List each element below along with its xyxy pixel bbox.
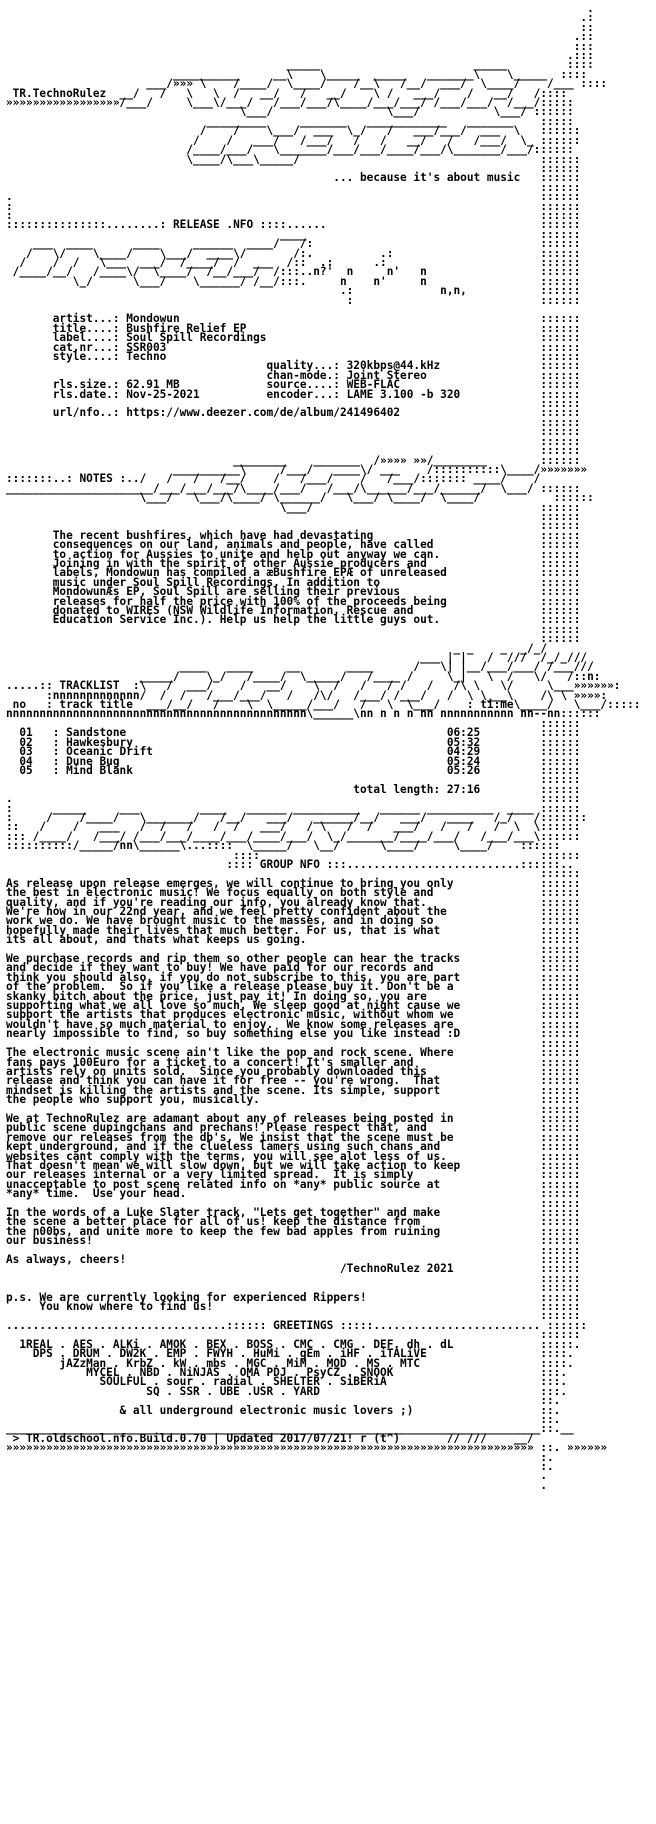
nfo-text-art: . .: :: .:: ::: .::: _____ _____ :::: __________ __\ \_____ _____ _______\ \_____ :::: ___/»»» \ /____/ \____/ /__\ /__/ ___/ \____/ /___ :::: TR.TechnoRulez __/ / \ \ / __/ / __/ \ / ___/ / __/ /:::: »»»»»»»»»»»»»»»»»/___/ \___\/___/ /___/___/\____/___/___/ /___/___/ /___/::::: \___/ \___/ \___/ :::::: _________ _______ ____________ _______ ::::: / / \___/ ___ \_/ / ___/___/ ___ \ :::::: / / ___/ /___/ / / __/ / /___/ \_ :::::: /____/___/ \_______/___/___/____/___/\_______/___/:::::: \____/\___\_____/ :::::: :::::: ... because it's about music :::::: :::::: . :::::: : :::::: : :::::: :::::::::::::::........: RELEASE .NFO ::::...... :::::: ____ :::::: ___ ____ ____ ______ ____/ /: :::::: / \/ \____/ \___/ ____\/ /:. .: :::::: / / / \___ ___/ /____/ / ___ /:: .: .: :::::: /____/__/ /____\/ \____/ /__/___/ /:::..n?' n n' n :::::: \_/ \___/ \______/ /__/:::. n n' n :::::: .: n,n, :::::: : :::::: artist...: Mondowun :::::: title....: Bushfire Relief EP :::::: label....: Soul Spill Recordings :::::: cat.nr...: SSR003 :::::: style....: Techno :::::: quality...: 320kbps@44.kHz :::::: chan-mode.: Joint Stereo :::::: rls.size.: 62.91 MB source....: WEB-FLAC :::::: rls.date.: Nov-25-2021 encoder...: LAME 3.100 -b 320 :::::: :::::: url/nfo..: https://www.deezer.com/de/album/241496402 :::::: :::::: :::::: :::::: :::::: ________ _______ /»»»» »»/________ :::::: __________\ /___/ ____\/ ___ /::::::::::\____/»»»»»»» :::::::..: NOTES :../ / / /__/ / /___/ / /___/::::::: ____/ / ______________________/___/___/___/\____/___/ /___/\______/___/______/ \___/ :::::: \___/ \___/\____/ \______/ \___/ \____/ \____/ :::::: \___/ :::::: :::::: :::::: The recent bushfires, which have had devastating :::::: consequences on our land, animals and people, have called :::::: to action for Aussies to unite and help out anyway we can. :::::: Joining in with the spirit of other Aussie producers and :::::: labels, Mondowun has compiled a æBushfire EPÆ of unreleased :::::: music under Soul Spill Recordings. In addition to :::::: MondowunÆs EP, Soul Spill are selling their previous :::::: releases for half the price with 100% of the proceeds being :::::: donated to WIRES (NSW Wildlife Information, Rescue and :::::: Education Service Inc.). Help us help the little guys out. :::::: :::::: :::::: _ _ _ _/_/ ___ | | / /// /_/_/// ____ ____ __ ____ / \| |__/___/___/ /___/// _____/ \_/ /____/ \_____/ /____ / \_| \ / \/ /::n: .....:: TRACKLIST :\ / ___/ / __/ \ / / / / / /\ \ \/ \___»»»»»»: :nnnnnnnnnnnnn/ / / /___/___/ / /\/ /___/ /___/ / \ \___\ /\ \ »»»»: no : track title ___/__/ / \ \_____/___/ / \ \___/ : ti:me\____/ \___/::::: nnnnnnnnnnnnnnnnnnnnnnnnnnnnnnnnnnnnnnnnnnnnn\______\nn n n n nn nnnnnnnnnnn nn--nn:::::: :::::: 01 : Sandstone 06:25 :::::: 02 : Hawkesbury 05:32 :::::: 03 : Oceanic Drift 04:29 :::::: 04 : Dune Bug 05:24 :::::: 05 : Mind Blank 05:26 :::::: :::::: total length: 27:16 :::::: . :::::: : _____ ___ ____ ______ __________ ______ __________ ____ :::::: : / /____/ \_______/ /__/ ___/ ______/__/ ___/ ____ /_/ /::::::: :: / / ___ / / / / / ___/ / \ / / ___/ / / / \ \:::::: ::: /____/ /___/ /___/___/____/___/____/___/ \_/_______/____/___/ /___/___\:::::: ::::::::::/_____/nn\______\...:::: \_____/ \__/ \____/ \____/ :::::: :::: :::::: :::: GROUP NFO :::..........................::::::.. :::::: As release upon release emerges, we will continue to bring you only :::::: the best in electronic music! We focus equally on both style and :::::: quality, and if you're reading our info, you already know that. :::::: We're now in our 22nd year, and we feel pretty confident about the :::::: work we do. We have brought music to the masses, and in doing so :::::: hopefully made their lives that much better. For us, that is what :::::: its all about, and thats what keeps us going. :::::: :::::: We purchase records and rip them so other people can hear the tracks :::::: and decide if they want to buy! We have paid for our records and :::::: think you should also, if you do not subscribe to this, you are part :::::: of the problem. So if you like a release please buy it. Don't be a :::::: skanky bitch about the price, just pay it! In doing so, you are :::::: supporting what we all love so much. We sleep good at night cause we :::::: support the artists that produces electronic music, without whom we :::::: wouldn't have so much material to enjoy. We know some releases are :::::: nearly impossible to find, so buy something else you like instead :D :::::: :::::: The electronic music scene ain't like the pop and rock scene. Where :::::: fans pays 100Euro for a ticket to a concert! It's smaller and :::::: artists rely on units sold. Since you probably downloaded this :::::: release and think you can have it for free -- you're wrong. That :::::: mindset is killing the artists and the scene. Its simple, support :::::: the people who support you, musically. :::::: :::::: We at TechnoRulez are adamant about any of releases being posted in :::::: public scene dupingchans and prechans! Please respect that, and :::::: remove our releases from the db's. We insist that the scene must be :::::: kept underground, and if the clueless lamers using such chans and :::::: websites cant comply with the terms, you will see alot less of us. :::::: That doesn't mean we will slow down, but we will take action to keep :::::: our releases internal or a very limited spread. It is simply :::::: unacceptable to post scene related info on *any* public source at :::::: *any* time. Use your head. :::::: :::::: In the words of a Luke Slater track, "Lets get together" and make :::::: the scene a better place for all of us! keep the distance from :::::: the n00bs, and unite more to keep the few bad apples from ruining :::::: our business! :::::: :::::: As always, cheers! :::::: /TechnoRulez 2021 :::::: :::::: :::::: p.s. We are currently looking for experienced Rippers! :::::: You know where to find us! :::::: :::::: .................................:::::: GREETINGS :::::......................... :::::: :::::: 1REAL . AES . ALKi . AMOK . BEX . BOSS . CMC . CMG . DEF. dh . dL :::::. DPS . DRUM . DW2K . EMP . FWYH . HuMi . gEm . iHF . iTALiVE ::::. jAZzMan . KrbZ . kW . mbs . MGC . MiM . MOD . MS . MTC ::::. MYCEL . NBD . NiNJAS . OMA PDJ . PsyCZ . SNOOK :::. SOULFUL . sour . radial . SHELTER . SiBERiA :::. SQ . SSR . UBE .USR . YARD :::. ::. & all underground electronic music lovers ;) ::. ::. ________________________________________________________________________________::.__ > TR.oldschool.nfo.Build.0.70 | Updated 2017/07/21! r (t^) // /// __/ »»»»»»»»»»»»»»»»»»»»»»»»»»»»»»»»»»»»»»»»»»»»»»»»»»»»»»»»»»»»»»»»»»»»»»»»»»»»»»» ::. »»»»»» :. :. . . — [6, 2, 641, 1492]
